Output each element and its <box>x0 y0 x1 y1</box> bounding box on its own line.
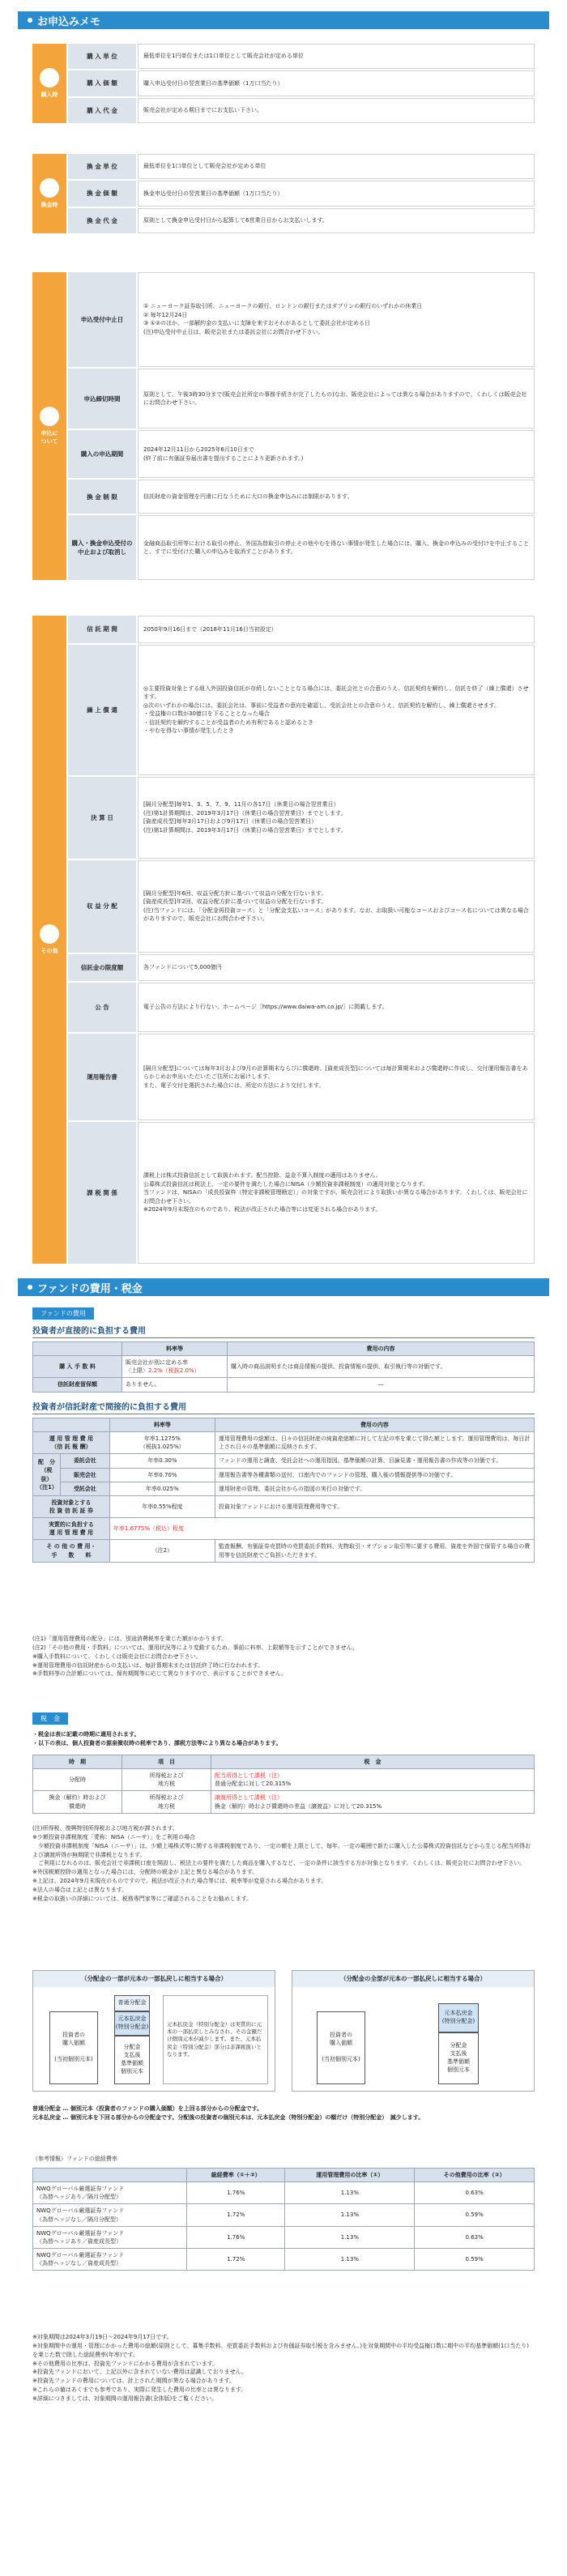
redeem-row <box>68 154 535 179</box>
row-value: 原則として換金申込受付日から起算して6営業日目からお支払いします。 <box>138 208 535 233</box>
apply-row <box>68 272 535 367</box>
th: 税 金 <box>211 1755 535 1769</box>
tax-line: 換金（解約）時および償還時の差益（譲渡益）に対して20.315% <box>215 1802 382 1810</box>
mgmt-ratio: 1.13% <box>285 2182 415 2204</box>
row-value: 信託財産の資金管理を円滑に行なうために大口の換金申込みには制限があります。 <box>138 480 535 514</box>
desc-cell: ― <box>228 1378 535 1392</box>
indirect-title: 投資者が信託財産で間接的に負担する費用 <box>32 1400 535 1414</box>
apply-row <box>68 515 535 580</box>
row-key: 換 金 制 限 <box>68 480 136 514</box>
row-key: 決 算 日 <box>68 777 136 859</box>
fund-name: NWQグローバル厳選証券ファンド （為替ヘッジあり／資産成長型） <box>33 2226 187 2248</box>
desc-cell: 監査報酬、有価証券売買時の売買委託手数料、先物取引・オプション取引等に要する費用、資産を外国で保管する場合の費用等を信託財産でご負担いただきます。 <box>215 1540 534 1562</box>
rate-cell: 年率0.70% <box>109 1468 215 1482</box>
split-label: 配 分 （税抜） （注1） <box>33 1454 61 1495</box>
direct-table <box>32 1341 535 1392</box>
tax-cell <box>211 1791 535 1813</box>
diagram-footnote: 普通分配金 … 個別元本（投資者のファンドの購入価額）を上回る部分からの分配金です。 元本払戻金 … 個別元本を下回る部分からの分配金です。分配後の投資者の個別元本は、元本払戻金（特別分配金）の額だけ（特別分配金） 減少します。 <box>32 2105 424 2121</box>
row-key: 換 金 代 金 <box>68 208 136 233</box>
apply-rows <box>68 272 535 580</box>
row-key: そ の 他 の 費 用・ 手 数 料 <box>33 1540 110 1562</box>
table-row <box>33 2182 535 2204</box>
row-key: 換 金 価 額 <box>68 181 136 206</box>
row-key: 信 託 期 間 <box>68 616 136 643</box>
ratio-tag: （参考情報）ファンドの総経費率 <box>32 2156 117 2162</box>
rate-cell: （注2） <box>109 1540 215 1562</box>
item-cell: 所得税および 地方税 <box>122 1769 211 1791</box>
row-key: 申込受付中止日 <box>68 272 136 367</box>
fund-name: NWQグローバル厳選証券ファンド （為替ヘッジなし／資産成長型） <box>33 2248 187 2270</box>
other-row <box>68 1122 535 1264</box>
diagram-title: （分配金の一部が元本の一部払戻しに相当する場合） <box>33 1971 275 1987</box>
row-key: 購 入 価 額 <box>68 70 136 96</box>
apply-label: 申込に ついて <box>32 272 66 580</box>
row-key: 購入・換金申込受付の中止および取消し <box>68 515 136 580</box>
fund-name: NWQグローバル厳選証券ファンド （為替ヘッジなし／隔月分配型） <box>33 2204 187 2226</box>
purchase-icon <box>40 68 59 87</box>
other-ratio: 0.63% <box>415 2182 535 2204</box>
row-value: 換金申込受付日の翌営業日の基準価額（1万口当たり） <box>138 181 535 206</box>
ratio-table <box>32 2168 535 2271</box>
rate-cell: 年率0.30% <box>109 1454 215 1468</box>
mgmt-ratio: 1.13% <box>285 2248 415 2270</box>
table-row <box>33 2204 535 2226</box>
tax-tag: 税 金 <box>32 1712 68 1725</box>
th <box>33 1418 110 1432</box>
total-ratio: 1.76% <box>187 2182 285 2204</box>
other-ratio: 0.59% <box>415 2204 535 2226</box>
after-dist-box: 分配金 支払後 基準価額 個別元本 <box>438 2032 479 2084</box>
pen-icon <box>40 407 59 426</box>
desc-cell: 投資対象ファンドにおける運用管理費用等です。 <box>215 1495 534 1517</box>
row-value: 販売会社が定める期日までにお支払い下さい。 <box>138 98 535 123</box>
th <box>33 2169 187 2182</box>
row-value: 最低単位を1口単位として販売会社が定める単位 <box>138 154 535 179</box>
row-key: 投資対象とする 投 資 信 託 証 券 <box>33 1495 110 1517</box>
wallet-icon <box>40 924 59 944</box>
row-value: [隔月分配型]毎年1、3、5、7、9、11月の各17日（休業日の場合翌営業日） (注)第1計算期間は、2019年3月17日（休業日の場合翌営業日）までとします。 [資産成長型]毎年3月17日および9月17日（休業日の場合翌営業日） (注)第1計算期間は、2019年3月17日（休業日の場合翌営業日）までとします。 <box>138 777 535 859</box>
purchase-block <box>32 44 535 123</box>
row-value: [隔月分配型]については毎年3月および9月の計算期末ならびに償還時、[資産成長型]については毎計算期末および償還時に作成し、交付運用報告書をあらかじめお申出いただいたご住所にお届けします。 また、電子交付を選択された場合には、所定の方法により交付します。 <box>138 1034 535 1120</box>
row-value: ① ニューヨーク証券取引所、ニューヨークの銀行、ロンドンの銀行またはダブリンの銀行のいずれかの休業日 ② 毎年12月24日 ③ ①②のほか、一部解約金の支払いに支障を来すおそれがあるとして委託会社が定める日 (注)申込受付中止日は、販売会社または委託会社にお問合わせ下さい。 <box>138 272 535 367</box>
other-row <box>68 954 535 982</box>
other-row <box>68 983 535 1031</box>
desc-cell: 運用財産の管理、委託会社からの指図の実行の対価です。 <box>215 1482 534 1495</box>
table-row <box>33 1482 535 1495</box>
desc-cell: ファンドの運用と調査、受託会社への運用指図、基準価額の計算、目論見書・運用報告書の作成等の対価です。 <box>215 1454 534 1468</box>
diagram-right <box>292 1970 535 2092</box>
ordinary-dist-box: 普通分配金 <box>114 1995 150 2011</box>
row-key: 購 入 手 数 料 <box>33 1356 122 1378</box>
redeem-rows <box>68 154 535 233</box>
table-row <box>33 1791 535 1813</box>
table-row <box>33 1540 535 1562</box>
fund-name: NWQグローバル厳選証券ファンド （為替ヘッジあり／隔月分配型） <box>33 2182 187 2204</box>
direct-title: 投資者が直接的に負担する費用 <box>32 1324 535 1338</box>
row-key: 収 益 分 配 <box>68 860 136 953</box>
table-row <box>33 1378 535 1392</box>
row-key: 購入の申込期間 <box>68 430 136 477</box>
table-row <box>33 2248 535 2270</box>
th: 項 目 <box>122 1755 211 1769</box>
fees-title: ファンドの費用・税金 <box>37 1282 143 1295</box>
redeem-row <box>68 208 535 233</box>
other-block <box>32 616 535 1264</box>
fees-header <box>18 1278 549 1296</box>
rate-text: 〈上限〉 <box>126 1367 148 1375</box>
row-value: 最低単位を1円単位または1口単位として販売会社が定める単位 <box>138 44 535 69</box>
apply-row <box>68 430 535 477</box>
diagram-note: 元本払戻金（特別分配金）は実質的に元本の一部払戻しとみなされ、その金額だけ個別元本が減少します。また、元本払戻金（特別分配金）部分は非課税扱いとなります。 <box>163 1995 268 2084</box>
table-row <box>33 1468 535 1482</box>
redeem-icon <box>40 178 59 198</box>
tax-points: ・税金は表に記載の時期に適用されます。 ・以下の表は、個人投資者の源泉徴収時の税率であり、課税方法等により異なる場合があります。 <box>32 1731 282 1746</box>
tax-table <box>32 1755 535 1814</box>
row-key: 信託金の限度額 <box>68 954 136 982</box>
memo-header <box>18 11 549 29</box>
row-key: 繰 上 償 還 <box>68 645 136 775</box>
th: 費用の内容 <box>215 1418 534 1432</box>
time-cell: 換金（解約）時および 償還時 <box>33 1791 122 1813</box>
apply-block <box>32 272 535 580</box>
other-row <box>68 645 535 775</box>
row-key: 運 用 管 理 費 用 （信 託 報 酬） <box>33 1432 110 1454</box>
rate-cell: 年率1.1275% （税抜1.025%） <box>109 1432 215 1454</box>
after-dist-box: 分配金 支払後 基準価額 個別元本 <box>114 2036 150 2084</box>
table-row <box>33 1454 535 1468</box>
purchase-row <box>68 70 535 96</box>
th: 運用管理費用の比率（①） <box>285 2169 415 2182</box>
row-key: 実質的に負担する 運 用 管 理 費 用 <box>33 1518 110 1540</box>
row-key: 申込締切時間 <box>68 369 136 429</box>
redeem-block <box>32 154 535 233</box>
row-value: ◎主要投資対象とする組入外国投資信託が存続しないこととなる場合には、委託会社との合意のうえ、信託契約を解約し、信託を終了（繰上償還）させます。 ◎次のいずれかの場合には、委託会社は、事前に受益者の意向を確認し、受託会社との合意のうえ、信託契約を解約し、繰上償還させます。 ・受益権の口数が30億口を下ることとなった場合 ・信託契約を解約することが受益者のため有利であると認めるとき ・やむを得ない事情が発生したとき <box>138 645 535 775</box>
other-row <box>68 1034 535 1120</box>
th <box>33 1342 122 1356</box>
total-ratio: 1.72% <box>187 2248 285 2270</box>
purchase-price-box: 投資者の 購入価額 (当初個別元本) <box>49 2011 98 2084</box>
th: 総経費率（①＋②） <box>187 2169 285 2182</box>
row-value: 2050年9月16日まで（2018年11月16日当初設定） <box>138 616 535 643</box>
purchase-rows <box>68 44 535 123</box>
row-value: 金融商品取引所等における取引の停止、外国為替取引の停止その他やむを得ない事情が発生した場合には、購入、換金の申込みの受付けを中止することと、すでに受付けた購入の申込みを取消すことがあります。 <box>138 515 535 580</box>
table-row <box>33 1518 535 1540</box>
diagram-title: （分配金の全部が元本の一部払戻しに相当する場合） <box>292 1971 534 1987</box>
diagram-left <box>32 1970 275 2092</box>
ratio-notes: ※対象期間は2024年3月19日～2024年9月17日です。 ※対象期間中の運用・管理にかかった費用の総額(原則として、募集手数料、売買委託手数料および有価証券取引税を含みません。)を対象期間中の平均受益権口数に期中の平均基準価額(1口当たり)を乗じた数で除した総経費率(年率)です。 ※その他費用の比率は、投資先ファンドにかかる費用が含まれています。 ※投資先ファンドにおいて、上記以外に含まれていない費用は認識しておりません。 ※投資先ファンドの費用については、計上された期間が異なる場合があります。 ※これらの値はあくまでも参考であり、実際に発生した費用の比率とは異なります。 ※詳細につきましては、対象期間の運用報告書(全体版)をご覧ください。 <box>32 2334 530 2402</box>
th: 費用の内容 <box>228 1342 535 1356</box>
rate-cell: 年率1.6775%（税込）程度 <box>109 1518 534 1540</box>
row-key: 換 金 単 位 <box>68 154 136 179</box>
other-ratio: 0.63% <box>415 2226 535 2248</box>
other-row <box>68 860 535 953</box>
rate-max: 2.2%（税抜2.0%） <box>148 1367 200 1375</box>
rate-cell <box>122 1356 228 1378</box>
redeem-label: 換金時 <box>32 154 66 233</box>
row-key: 公 告 <box>68 983 136 1031</box>
row-key: 購 入 単 位 <box>68 44 136 69</box>
row-key: 課 税 関 係 <box>68 1122 136 1264</box>
item-cell: 所得税および 地方税 <box>122 1791 211 1813</box>
row-key: 販売会社 <box>61 1468 110 1482</box>
row-value: 購入申込受付日の翌営業日の基準価額（1万口当たり） <box>138 70 535 96</box>
fee-notes: (注1)「運用管理費用の配分」には、別途消費税率を乗じた額がかかります。 (注2)「その他の費用・手数料」については、運用状況等により変動するため、事前に料率、上限額等を示すことができません。 ※購入手数料について、くわしくは販売会社にお問合わせ下さい。 ※運用管理費用の信託財産からの支払いは、毎計算期末または信託終了時に行なわれます。 ※手数料等の合計額については、保有期間等に応じて異なりますので、表示することができません。 <box>32 1636 358 1678</box>
desc-cell: 購入時の商品説明または商品情報の提供、投資情報の提供、取引執行等の対価です。 <box>228 1356 535 1378</box>
row-key: 運用報告書 <box>68 1034 136 1120</box>
table-row <box>33 1769 535 1791</box>
tax-notes: (注)所得税、復興特別所得税および地方税が課されます。 ※少額投資非課税制度「愛称：NISA（ニーサ）」をご利用の場合 少額投資非課税制度「NISA（ニーサ）」は、少額上場株式等に関する非課税制度であり、一定の額を上限として、毎年、一定の範囲で新たに購入した公募株式投資信託などから生じる配当所得および譲渡所得が無期限で非課税となります。 ご利用になれるのは、販売会社で非課税口座を開設し、税法上の要件を満たした商品を購入するなど、一定の条件に該当する方が対象となります。くわしくは、販売会社にお問合わせ下さい。 ※外国税額控除の適用となった場合には、分配時の税金が上記と異なる場合があります。 ※上記は、2024年9月末現在のものですので、税法が改正された場合等には、税率等が変更される場合があります。 ※法人の場合は上記とは異なります。 ※税金の取扱いの詳細については、税務専門家等にご確認されることをお勧めします。 <box>32 1825 531 1902</box>
row-value: [隔月分配型]年6回、収益分配方針に基づいて収益の分配を行ないます。 [資産成長型]年2回、収益分配方針に基づいて収益の分配を行ないます。 (注)当ファンドには、「分配金再投資コース」と「分配金支払いコース」があります。なお、お取扱い可能なコースおよびコース名については異なる場合がありますので、販売会社にお問合わせ下さい。 <box>138 860 535 953</box>
other-row <box>68 616 535 643</box>
purchase-row <box>68 44 535 69</box>
special-dist-box: 元本払戻金 (特別分配金) <box>438 2003 479 2032</box>
time-cell: 分配時 <box>33 1769 122 1791</box>
other-ratio: 0.59% <box>415 2248 535 2270</box>
row-value: 課税上は株式投資信託として取扱われます。配当控除、益金不算入制度の適用はありません。 公募株式投資信託は税法上、一定の要件を満たした場合にNISA（少額投資非課税制度）の適用対象となります。 当ファンドは、NISAの「成長投資枠（特定非課税管理勘定）」の対象ですが、販売会社により取扱いが異なる場合があります。くわしくは、販売会社にお問合わせ下さい。 ※2024年9月末現在のものであり、税法が改正された場合等には変更される場合があります。 <box>138 1122 535 1264</box>
desc-cell: 運用報告書等各種書類の送付、口座内でのファンドの管理、購入後の情報提供等の対価です。 <box>215 1468 534 1482</box>
purchase-row <box>68 98 535 123</box>
rate-cell: 年率0.55%程度 <box>109 1495 215 1517</box>
tax-line: 譲渡所得として課税（注） <box>215 1794 283 1802</box>
table-row <box>33 1495 535 1517</box>
rate-cell: ありません。 <box>122 1378 228 1392</box>
row-value: 電子公告の方法により行ない、ホームページ［https://www.daiwa-am.co.jp/］に掲載します。 <box>138 983 535 1031</box>
total-ratio: 1.76% <box>187 2226 285 2248</box>
row-key: 信託財産留保額 <box>33 1378 122 1392</box>
rate-cell: 年率0.025% <box>109 1482 215 1495</box>
redeem-row <box>68 181 535 206</box>
row-value: 2024年12月11日から2025年6月10日まで (終了前に有価証券届出書を提出することにより更新されます。) <box>138 430 535 477</box>
desc-cell: 運用管理費用の総額は、日々の信託財産の純資産総額に対して左記の率を乗じて得た額とします。運用管理費用は、毎日計上され日々の基準価額に反映されます。 <box>215 1432 534 1454</box>
tax-line: 普通分配金に対して20.315% <box>215 1781 292 1788</box>
row-value: 原則として、午後3時30分まで(販売会社所定の事務手続きが完了したもの)なお、販売会社によっては異なる場合がありますので、くわしくは販売会社にお問合わせ下さい。 <box>138 369 535 429</box>
mgmt-ratio: 1.13% <box>285 2226 415 2248</box>
memo-title: お申込みメモ <box>37 15 101 28</box>
tax-line: 配当所得として課税（注） <box>215 1772 283 1780</box>
total-ratio: 1.72% <box>187 2204 285 2226</box>
th: 料率等 <box>122 1342 228 1356</box>
row-key: 委託会社 <box>61 1454 110 1468</box>
apply-row <box>68 369 535 429</box>
other-label: その他 <box>32 616 66 1264</box>
th: その他費用の比率（②） <box>415 2169 535 2182</box>
other-rows <box>68 616 535 1264</box>
other-row <box>68 777 535 859</box>
tax-cell <box>211 1769 535 1791</box>
table-row <box>33 1356 535 1378</box>
table-row <box>33 1432 535 1454</box>
indirect-table <box>32 1418 535 1563</box>
special-dist-box: 元本払戻金 (特別分配金) <box>114 2011 150 2036</box>
purchase-price-box: 投資者の 購入価額 (当初個別元本) <box>317 2011 365 2084</box>
apply-row <box>68 480 535 514</box>
fees-tag: ファンドの費用 <box>32 1307 94 1320</box>
table-row <box>33 2226 535 2248</box>
row-value: 各ファンドについて5,000億円 <box>138 954 535 982</box>
rate-text: 販売会社が別に定める率 <box>126 1359 188 1367</box>
th: 時 期 <box>33 1755 122 1769</box>
th: 料率等 <box>109 1418 215 1432</box>
row-key: 受託会社 <box>61 1482 110 1495</box>
row-key: 購 入 代 金 <box>68 98 136 123</box>
purchase-label: 購入時 <box>32 44 66 123</box>
mgmt-ratio: 1.13% <box>285 2204 415 2226</box>
